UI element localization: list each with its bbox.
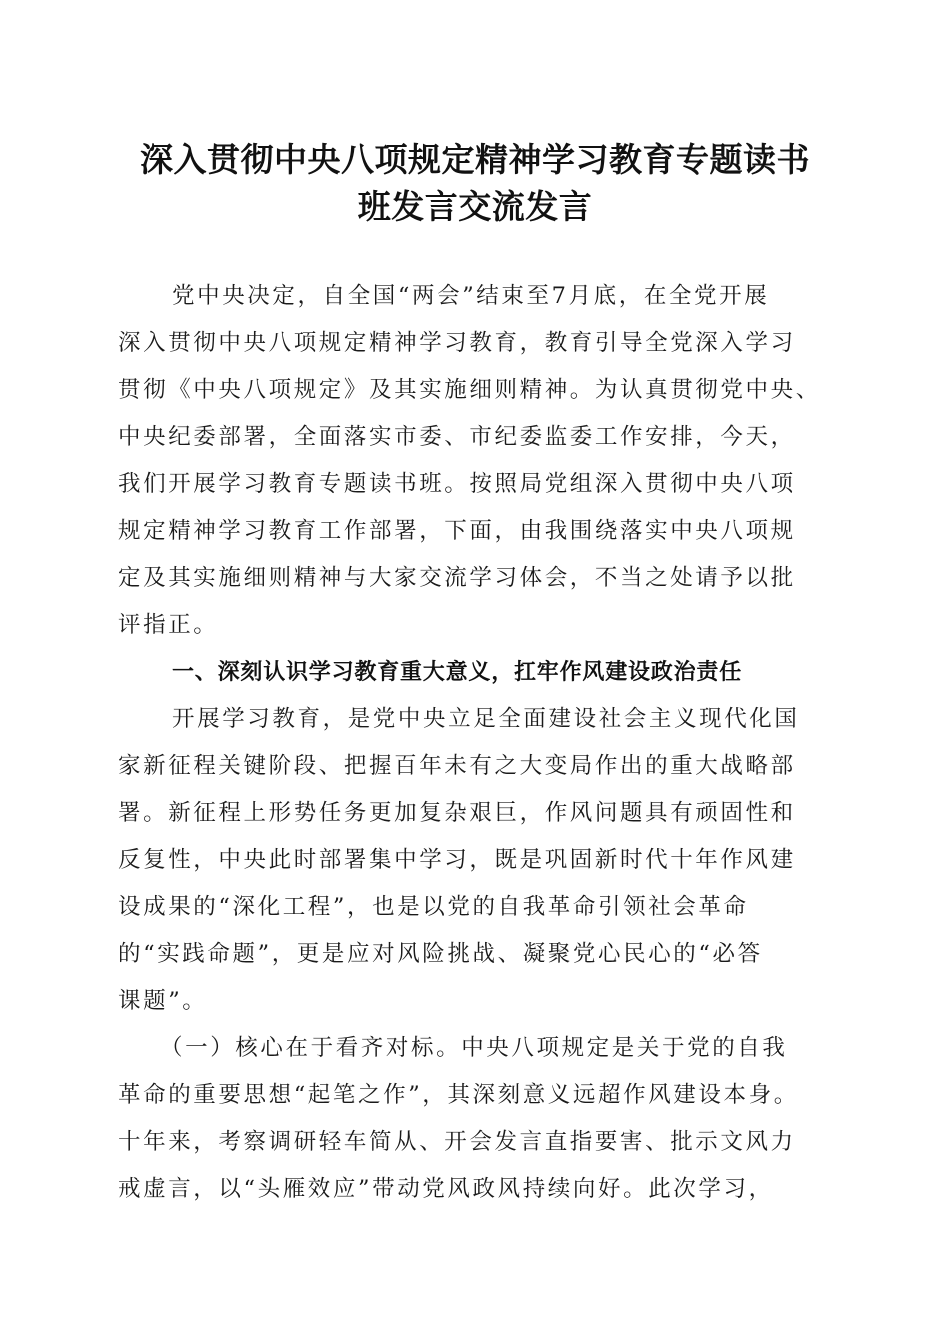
document-title-line-1: 深入贯彻中央八项规定精神学习教育专题读书 xyxy=(140,140,810,179)
paragraph-2-line-6: 的“实践命题”，更是应对风险挑战、凝聚党心民心的“必答 xyxy=(118,941,763,967)
paragraph-1-line-1: 党中央决定，自全国“两会”结束至7月底，在全党开展 xyxy=(172,283,770,309)
paragraph-2-line-3: 署。新征程上形势任务更加复杂艰巨，作风问题具有顽固性和 xyxy=(118,800,796,826)
paragraph-1-line-5: 我们开展学习教育专题读书班。按照局党组深入贯彻中央八项 xyxy=(118,471,796,497)
paragraph-1-line-2: 深入贯彻中央八项规定精神学习教育，教育引导全党深入学习 xyxy=(118,330,796,356)
paragraph-1-line-6: 规定精神学习教育工作部署，下面，由我围绕落实中央八项规 xyxy=(118,518,796,544)
paragraph-1-line-3: 贯彻《中央八项规定》及其实施细则精神。为认真贯彻党中央、 xyxy=(118,377,821,403)
paragraph-3-line-3: 十年来，考察调研轻车简从、开会发言直指要害、批示文风力 xyxy=(118,1129,796,1155)
paragraph-1-line-8: 评指正。 xyxy=(118,612,219,638)
paragraph-3-line-1: （一）核心在于看齐对标。中央八项规定是关于党的自我 xyxy=(160,1035,788,1061)
paragraph-2-line-1: 开展学习教育，是党中央立足全面建设社会主义现代化国 xyxy=(172,706,800,732)
paragraph-1-line-7: 定及其实施细则精神与大家交流学习体会，不当之处请予以批 xyxy=(118,565,796,591)
paragraph-3-line-2: 革命的重要思想“起笔之作”，其深刻意义远超作风建设本身。 xyxy=(118,1082,799,1108)
paragraph-2-line-4: 反复性，中央此时部署集中学习，既是巩固新时代十年作风建 xyxy=(118,847,796,873)
paragraph-2-line-7: 课题”。 xyxy=(118,988,208,1014)
paragraph-3-line-4: 戒虚言，以“头雁效应”带动党风政风持续向好。此次学习， xyxy=(118,1176,774,1202)
paragraph-1-line-4: 中央纪委部署，全面落实市委、市纪委监委工作安排，今天， xyxy=(118,424,796,450)
paragraph-2-line-5: 设成果的“深化工程”，也是以党的自我革命引领社会革命 xyxy=(118,894,749,920)
section-heading-1: 一、深刻认识学习教育重大意义，扛牢作风建设政治责任 xyxy=(172,660,743,685)
paragraph-2-line-2: 家新征程关键阶段、把握百年未有之大变局作出的重大战略部 xyxy=(118,753,796,779)
document-title-line-2: 班发言交流发言 xyxy=(357,187,593,226)
